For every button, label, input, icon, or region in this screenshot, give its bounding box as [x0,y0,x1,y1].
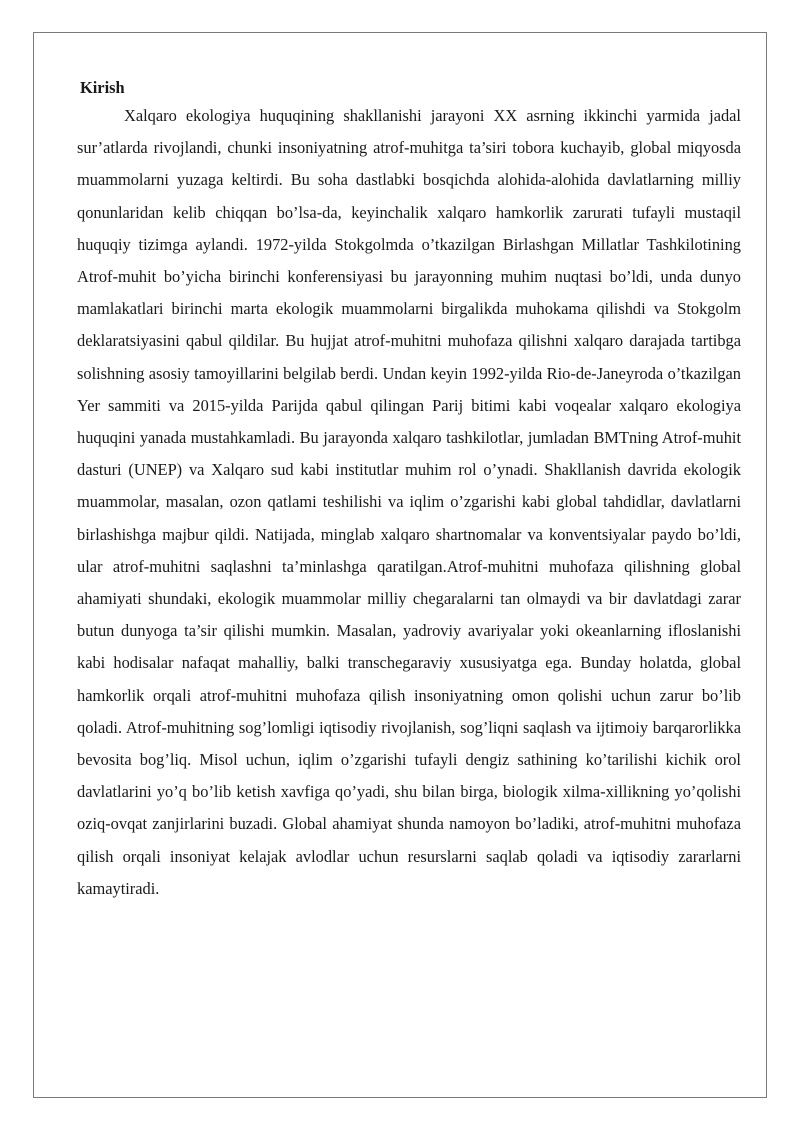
document-body [77,75,741,905]
section-heading: Kirish [80,78,125,97]
body-paragraph: Xalqaro ekologiya huquqining shakllanishi jarayoni XX asrning ikkinchi yarmida jadal sur’atlarda rivojlandi, chunki insoniyatning atrof-muhitga ta’siri tobora kuchayib, global miqyosda muammolarni yuzaga keltirdi. Bu soha dastlabki bosqichda alohida-alohida davlatlarning milliy qonunlaridan kelib chiqqan bo’lsa-da, keyinchalik xalqaro hamkorlik zarurati tufayli mustaqil huquqiy tizimga aylandi. 1972-yilda Stokgolmda o’tkazilgan Birlashgan Millatlar Tashkilotining Atrof-muhit bo’yicha birinchi konferensiyasi bu jarayonning muhim nuqtasi bo’ldi, unda dunyo mamlakatlari birinchi marta ekologik muammolarni birgalikda muhokama qilishdi va Stokgolm deklaratsiyasini qabul qildilar. Bu hujjat atrof-muhitni muhofaza qilishni xalqaro darajada tartibga solishning asosiy tamoyillarini belgilab berdi. Undan keyin 1992-yilda Rio-de-Janeyroda o’tkazilgan Yer sammiti va 2015-yilda Parijda qabul qilingan Parij bitimi kabi voqealar xalqaro ekologiya huquqini yanada mustahkamladi. Bu jarayonda xalqaro tashkilotlar, jumladan BMTning Atrof-muhit dasturi (UNEP) va Xalqaro sud kabi institutlar muhim rol o’ynadi. Shakllanish davrida ekologik muammolar, masalan, ozon qatlami teshilishi va iqlim o’zgarishi kabi global tahdidlar, davlatlarni birlashishga majbur qildi. Natijada, minglab xalqaro shartnomalar va konventsiyalar paydo bo’ldi, ular atrof-muhitni saqlashni ta’minlashga qaratilgan.Atrof-muhitni muhofaza qilishning global ahamiyati shundaki, ekologik muammolar milliy chegaralarni tan olmaydi va bir davlatdagi zarar butun dunyoga ta’sir qilishi mumkin. Masalan, yadroviy avariyalar yoki okeanlarning ifloslanishi kabi hodisalar nafaqat mahalliy, balki transchegaraviy xususiyatga ega. Bunday holatda, global hamkorlik orqali atrof-muhitni muhofaza qilish insoniyatning omon qolishi uchun zarur bo’lib qoladi. Atrof-muhitning sog’lomligi iqtisodiy rivojlanish, sog’liqni saqlash va ijtimoiy barqarorlikka bevosita bog’liq. Misol uchun, iqlim o’zgarishi tufayli dengiz sathining ko’tarilishi kichik orol davlatlarini yo’q bo’lib ketish xavfiga qo’yadi, shu bilan birga, biologik xilma-xillikning yo’qolishi oziq-ovqat zanjirlarini buzadi. Global ahamiyat shunda namoyon bo’ladiki, atrof-muhitni muhofaza qilish orqali insoniyat kelajak avlodlar uchun resurslarni saqlab qoladi va iqtisodiy zararlarni kamaytiradi. [77,106,741,898]
